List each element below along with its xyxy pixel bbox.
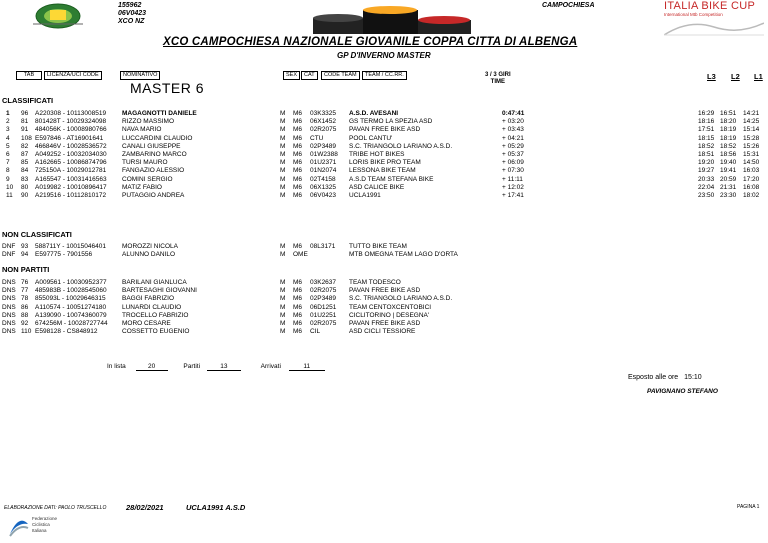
license-cell: A219516 - 10112810172 bbox=[35, 192, 107, 199]
lap2-cell: 16:51 bbox=[720, 110, 737, 117]
lap2-cell: 23:30 bbox=[720, 192, 737, 199]
lap3-cell: 18:51 bbox=[698, 151, 715, 158]
team-code-cell: 02R2075 bbox=[310, 320, 337, 327]
team-cell: TRIBE HOT BIKES bbox=[349, 151, 405, 158]
category-cell: M6 bbox=[293, 159, 303, 167]
name-cell: RIZZO MASSIMO bbox=[122, 118, 174, 126]
time-cell: + 05:37 bbox=[502, 151, 524, 158]
bib-cell: 110 bbox=[21, 328, 32, 336]
lap1-cell: 16:03 bbox=[743, 167, 760, 175]
license-cell: A162665 - 10086874796 bbox=[35, 159, 107, 167]
lap3-cell: 23:50 bbox=[698, 192, 715, 199]
category-cell: M6 bbox=[293, 192, 303, 199]
table-row bbox=[0, 250, 768, 259]
table-row bbox=[0, 327, 768, 336]
bib-cell: 93 bbox=[21, 243, 29, 250]
lap1-cell: 17:20 bbox=[743, 175, 760, 183]
bib-cell: 83 bbox=[21, 175, 29, 183]
lap3-cell: 18:15 bbox=[698, 134, 715, 142]
position-cell: 11 bbox=[6, 192, 13, 199]
name-cell: COSSETTO EUGENIO bbox=[122, 328, 190, 336]
bib-cell: 86 bbox=[21, 303, 29, 311]
category-cell: M6 bbox=[293, 328, 303, 336]
section-classified: CLASSIFICATI bbox=[2, 96, 54, 105]
team-code-cell: 03K2637 bbox=[310, 279, 337, 286]
sex-cell: M bbox=[280, 251, 286, 259]
name-cell: CANALI GIUSEPPE bbox=[122, 142, 181, 150]
position-cell: 7 bbox=[6, 159, 10, 167]
category-cell: M6 bbox=[293, 151, 303, 158]
time-cell: + 05:29 bbox=[502, 142, 524, 150]
name-cell: TROCELLO FABRIZIO bbox=[122, 311, 189, 319]
sex-cell: M bbox=[280, 175, 286, 183]
lap1-cell: 15:28 bbox=[743, 134, 760, 142]
time-cell: + 03:20 bbox=[502, 118, 524, 126]
lap1-cell: 16:08 bbox=[743, 183, 760, 191]
name-cell: MAGAGNOTTI DANIELE bbox=[122, 110, 197, 117]
name-cell: PUTAGGIO ANDREA bbox=[122, 192, 185, 199]
category-cell: M6 bbox=[293, 167, 303, 175]
position-cell: DNS bbox=[2, 303, 16, 311]
category-title: MASTER 6 bbox=[130, 80, 205, 96]
team-cell: ASD CALICE BIKE bbox=[349, 183, 405, 191]
col-giri: 3 / 3 GIRI TIME bbox=[485, 72, 511, 85]
bib-cell: 94 bbox=[21, 251, 29, 259]
lap3-cell: 19:20 bbox=[698, 159, 715, 167]
license-cell: 855093L - 10029646315 bbox=[35, 295, 106, 303]
lap3-cell: 18:16 bbox=[698, 118, 715, 126]
license-cell: E598128 - CS848912 bbox=[35, 328, 98, 336]
team-cell: TUTTO BIKE TEAM bbox=[349, 243, 407, 250]
team-code-cell: 02P3489 bbox=[310, 295, 337, 303]
team-code-cell: 06X1325 bbox=[310, 183, 337, 191]
position-cell: 5 bbox=[6, 142, 10, 150]
category-cell: M6 bbox=[293, 134, 303, 142]
category-cell: M6 bbox=[293, 320, 303, 327]
sex-cell: M bbox=[280, 126, 286, 134]
position-cell: DNS bbox=[2, 295, 16, 303]
sex-cell: M bbox=[280, 142, 286, 150]
sex-cell: M bbox=[280, 279, 286, 286]
name-cell: MATIZ FABIO bbox=[122, 183, 162, 191]
position-cell: DNS bbox=[2, 279, 16, 286]
team-cell: S.C. TRIANGOLO LARIANO A.S.D. bbox=[349, 142, 453, 150]
team-cell: PAVAN FREE BIKE ASD bbox=[349, 320, 421, 327]
team-cell: PAVAN FREE BIKE ASD bbox=[349, 126, 421, 134]
race-title: XCO CAMPOCHIESA NAZIONALE GIOVANILE COPPA CITTA DI ALBENGA bbox=[163, 36, 578, 48]
lap2-cell: 18:56 bbox=[720, 151, 737, 158]
bib-cell: 92 bbox=[21, 320, 29, 327]
team-cell: GS TERMO LA SPEZIA ASD bbox=[349, 118, 433, 126]
bib-cell: 82 bbox=[21, 142, 29, 150]
team-code-cell: 02R2075 bbox=[310, 126, 337, 134]
federation-logo: Federazione Ciclistica Italiana bbox=[8, 516, 68, 540]
position-cell: DNF bbox=[2, 243, 16, 250]
team-cell: LORIS BIKE PRO TEAM bbox=[349, 159, 421, 167]
footer-org: UCLA1991 A.S.D bbox=[186, 503, 246, 512]
position-cell: 8 bbox=[6, 167, 10, 175]
team-cell: A.S.D. AVESANI bbox=[349, 110, 399, 117]
position-cell: DNS bbox=[2, 320, 16, 327]
bib-cell: 76 bbox=[21, 279, 29, 286]
license-cell: A165547 - 10031416563 bbox=[35, 175, 107, 183]
position-cell: DNS bbox=[2, 311, 16, 319]
section-not-started: NON PARTITI bbox=[2, 265, 50, 274]
time-cell: + 12:02 bbox=[502, 183, 524, 191]
lap2-cell: 18:52 bbox=[720, 142, 737, 150]
exposed-person: PAVIGNANO STEFANO bbox=[647, 388, 718, 395]
sex-cell: M bbox=[280, 192, 286, 199]
bib-cell: 77 bbox=[21, 287, 29, 295]
lap2-cell: 18:19 bbox=[720, 134, 737, 142]
license-cell: A049252 - 10032034030 bbox=[35, 151, 107, 158]
time-cell: 0:47:41 bbox=[502, 110, 525, 117]
sex-cell: M bbox=[280, 159, 286, 167]
race-subtitle: GP D'INVERNO MASTER bbox=[337, 51, 431, 60]
category-cell: M6 bbox=[293, 126, 303, 134]
bib-cell: 88 bbox=[21, 311, 29, 319]
team-cell: CICLITORINO | DESEGNA' bbox=[349, 311, 430, 319]
lap2-cell: 18:19 bbox=[720, 126, 737, 134]
license-cell: 466846V - 10028536572 bbox=[35, 142, 107, 150]
podium-image bbox=[313, 6, 471, 34]
arrivati-label: Arrivati bbox=[260, 363, 281, 370]
team-code-cell: 03K3325 bbox=[310, 110, 337, 117]
category-cell: M6 bbox=[293, 142, 303, 150]
bib-cell: 81 bbox=[21, 118, 29, 126]
lap3-cell: 17:51 bbox=[698, 126, 715, 134]
category-cell: M6 bbox=[293, 295, 303, 303]
position-cell: DNS bbox=[2, 328, 16, 336]
lap2-cell: 18:20 bbox=[720, 118, 737, 126]
section-not-classified: NON CLASSIFICATI bbox=[2, 230, 72, 239]
time-cell: + 06:09 bbox=[502, 159, 524, 167]
category-cell: M6 bbox=[293, 110, 303, 117]
team-cell: TEAM TODESCO bbox=[349, 279, 401, 286]
col-tab: TAB bbox=[16, 71, 42, 80]
license-cell: A019982 - 10010896417 bbox=[35, 183, 107, 191]
team-code-cell: CIL bbox=[310, 328, 321, 336]
team-cell: A.S.D TEAM STEFANA BIKE bbox=[349, 175, 434, 183]
partiti-label: Partiti bbox=[183, 363, 201, 370]
license-cell: 674256M - 10028727744 bbox=[35, 320, 108, 327]
lap1-cell: 14:25 bbox=[743, 118, 760, 126]
bib-cell: 80 bbox=[21, 183, 29, 191]
name-cell: TURSI MAURO bbox=[122, 159, 168, 167]
team-code-cell: 01U2251 bbox=[310, 311, 337, 319]
category-cell: M6 bbox=[293, 303, 303, 311]
position-cell: 10 bbox=[6, 183, 14, 191]
col-licenza: LICENZA/UCI CODE bbox=[44, 71, 102, 80]
sex-cell: M bbox=[280, 183, 286, 191]
bib-cell: 90 bbox=[21, 192, 29, 199]
col-nominativo: NOMINATIVO bbox=[120, 71, 160, 80]
lap2-cell: 20:59 bbox=[720, 175, 737, 183]
name-cell: LUCCARDINI CLAUDIO bbox=[122, 134, 193, 142]
sex-cell: M bbox=[280, 287, 286, 295]
team-code-cell: 02T4158 bbox=[310, 175, 336, 183]
sex-cell: M bbox=[280, 243, 286, 250]
category-cell: M6 bbox=[293, 287, 303, 295]
category-cell: M6 bbox=[293, 118, 303, 126]
sex-cell: M bbox=[280, 328, 286, 336]
team-cell: POOL CANTU' bbox=[349, 134, 393, 142]
lap1-cell: 14:50 bbox=[743, 159, 760, 167]
bib-cell: 87 bbox=[21, 151, 29, 158]
license-cell: A139090 - 10074360079 bbox=[35, 311, 107, 319]
sex-cell: M bbox=[280, 110, 286, 117]
license-cell: 485983B - 10028545060 bbox=[35, 287, 107, 295]
category-cell: M6 bbox=[293, 183, 303, 191]
arrivati-value: 11 bbox=[289, 363, 325, 371]
name-cell: BAGGI FABRIZIO bbox=[122, 295, 175, 303]
col-cat: CAT bbox=[301, 71, 318, 80]
sex-cell: M bbox=[280, 134, 286, 142]
bib-cell: 85 bbox=[21, 159, 29, 167]
footer-page: PAGINA 1 bbox=[737, 504, 760, 510]
lap2-cell: 19:41 bbox=[720, 167, 737, 175]
license-cell: A220308 - 10113008519 bbox=[35, 110, 107, 117]
sex-cell: M bbox=[280, 151, 286, 158]
name-cell: BARTESAGHI GIOVANNI bbox=[122, 287, 197, 295]
footer-date: 28/02/2021 bbox=[126, 503, 164, 512]
lap3-cell: 22:04 bbox=[698, 183, 715, 191]
time-cell: + 03:43 bbox=[502, 126, 524, 134]
in-lista-label: In lista bbox=[107, 363, 126, 370]
category-cell: M6 bbox=[293, 279, 303, 286]
license-cell: 588711Y - 10015046401 bbox=[35, 243, 106, 250]
team-code-cell: 06D1251 bbox=[310, 303, 337, 311]
team-code-cell: CTU bbox=[310, 134, 324, 142]
name-cell: ZAMBARINO MARCO bbox=[122, 151, 187, 158]
name-cell: BARILANI GIANLUCA bbox=[122, 279, 187, 286]
team-cell: S.C. TRIANGOLO LARIANO A.S.D. bbox=[349, 295, 453, 303]
category-cell: M6 bbox=[293, 243, 303, 250]
team-code-cell: 02R2075 bbox=[310, 287, 337, 295]
name-cell: ALUNNO DANILO bbox=[122, 251, 176, 259]
team-code-cell: 06X1452 bbox=[310, 118, 337, 126]
bib-cell: 91 bbox=[21, 126, 29, 134]
col-sex: SEX bbox=[283, 71, 300, 80]
team-cell: PAVAN FREE BIKE ASD bbox=[349, 287, 421, 295]
bib-cell: 84 bbox=[21, 167, 29, 175]
lap1-cell: 14:21 bbox=[743, 110, 760, 117]
partiti-value: 13 bbox=[207, 363, 241, 371]
license-cell: E597846 - AT16901641 bbox=[35, 134, 104, 142]
lap3-cell: 18:52 bbox=[698, 142, 715, 150]
col-l2: L2 bbox=[731, 72, 740, 81]
time-cell: + 04:21 bbox=[502, 134, 524, 142]
name-cell: NAVA MARIO bbox=[122, 126, 162, 134]
team-cell: LESSONA BIKE TEAM bbox=[349, 167, 416, 175]
license-cell: 725150A - 10029012781 bbox=[35, 167, 107, 175]
position-cell: 3 bbox=[6, 126, 10, 134]
category-cell: M6 bbox=[293, 311, 303, 319]
team-cell: UCLA1991 bbox=[349, 192, 381, 199]
lap3-cell: 20:33 bbox=[698, 175, 715, 183]
italia-bike-cup-logo: ITALIA BIKE CUP International Mtb Competition bbox=[664, 0, 764, 42]
team-code-cell: 06V0423 bbox=[310, 192, 337, 199]
summary-line bbox=[107, 363, 325, 371]
lap1-cell: 15:31 bbox=[743, 151, 760, 158]
team-code-cell: 01U2371 bbox=[310, 159, 337, 167]
col-code-team: CODE TEAM bbox=[321, 71, 360, 80]
license-cell: A110574 - 10051274180 bbox=[35, 303, 107, 311]
lap2-cell: 21:31 bbox=[720, 183, 737, 191]
team-cell: ASD CICLI TESSIORE bbox=[349, 328, 416, 336]
lap3-cell: 16:29 bbox=[698, 110, 715, 117]
table-row bbox=[0, 191, 768, 200]
race-code-block: 155962 06V0423 XCO NZ bbox=[118, 2, 147, 25]
time-cell: + 11:11 bbox=[502, 175, 523, 183]
sex-cell: M bbox=[280, 320, 286, 327]
team-code-cell: 01W2388 bbox=[310, 151, 338, 158]
bib-cell: 78 bbox=[21, 295, 29, 303]
team-cell: TEAM CENTOXCENTOBICI bbox=[349, 303, 432, 311]
time-cell: + 07:30 bbox=[502, 167, 524, 175]
sex-cell: M bbox=[280, 295, 286, 303]
position-cell: 2 bbox=[6, 118, 10, 126]
license-cell: 801428T - 10029324098 bbox=[35, 118, 107, 126]
exposed-time: Esposto alle ore 15:10 bbox=[628, 374, 702, 381]
col-l1: L1 bbox=[754, 72, 763, 81]
location: CAMPOCHIESA bbox=[542, 2, 595, 9]
position-cell: 6 bbox=[6, 151, 10, 158]
sex-cell: M bbox=[280, 303, 286, 311]
team-code-cell: 08L3171 bbox=[310, 243, 336, 250]
category-cell: OME bbox=[293, 251, 308, 259]
name-cell: MORO CESARE bbox=[122, 320, 171, 327]
team-cell: MTB OMEGNA TEAM LAGO D'ORTA bbox=[349, 251, 458, 259]
sex-cell: M bbox=[280, 311, 286, 319]
lap2-cell: 19:40 bbox=[720, 159, 737, 167]
lap3-cell: 19:27 bbox=[698, 167, 715, 175]
bib-cell: 96 bbox=[21, 110, 29, 117]
col-l3: L3 bbox=[707, 72, 716, 81]
sex-cell: M bbox=[280, 118, 286, 126]
name-cell: FANGAZIO ALESSIO bbox=[122, 167, 185, 175]
col-team: TEAM / CC.RR. bbox=[362, 71, 407, 80]
name-cell: LUNARDI CLAUDIO bbox=[122, 303, 182, 311]
lap1-cell: 18:02 bbox=[743, 192, 760, 199]
name-cell: COMINI SERGIO bbox=[122, 175, 173, 183]
license-cell: A009561 - 10030952377 bbox=[35, 279, 107, 286]
sex-cell: M bbox=[280, 167, 286, 175]
organizer-logo bbox=[28, 2, 88, 30]
footer-elaborazione: ELABORAZIONE DATI: PAOLO TRUSCELLO bbox=[4, 505, 107, 511]
lap1-cell: 15:14 bbox=[743, 126, 760, 134]
position-cell: 4 bbox=[6, 134, 10, 142]
position-cell: DNF bbox=[2, 251, 16, 259]
license-cell: E597775 - 7901556 bbox=[35, 251, 93, 259]
in-lista-value: 20 bbox=[136, 363, 168, 371]
license-cell: 484056K - 10008980766 bbox=[35, 126, 107, 134]
name-cell: MOROZZI NICOLA bbox=[122, 243, 178, 250]
lap1-cell: 15:26 bbox=[743, 142, 760, 150]
team-code-cell: 02P3489 bbox=[310, 142, 337, 150]
category-cell: M6 bbox=[293, 175, 303, 183]
team-code-cell: 01N2074 bbox=[310, 167, 337, 175]
bib-cell: 108 bbox=[21, 134, 32, 142]
position-cell: 9 bbox=[6, 175, 10, 183]
position-cell: 1 bbox=[6, 110, 10, 117]
position-cell: DNS bbox=[2, 287, 16, 295]
time-cell: + 17:41 bbox=[502, 192, 524, 199]
